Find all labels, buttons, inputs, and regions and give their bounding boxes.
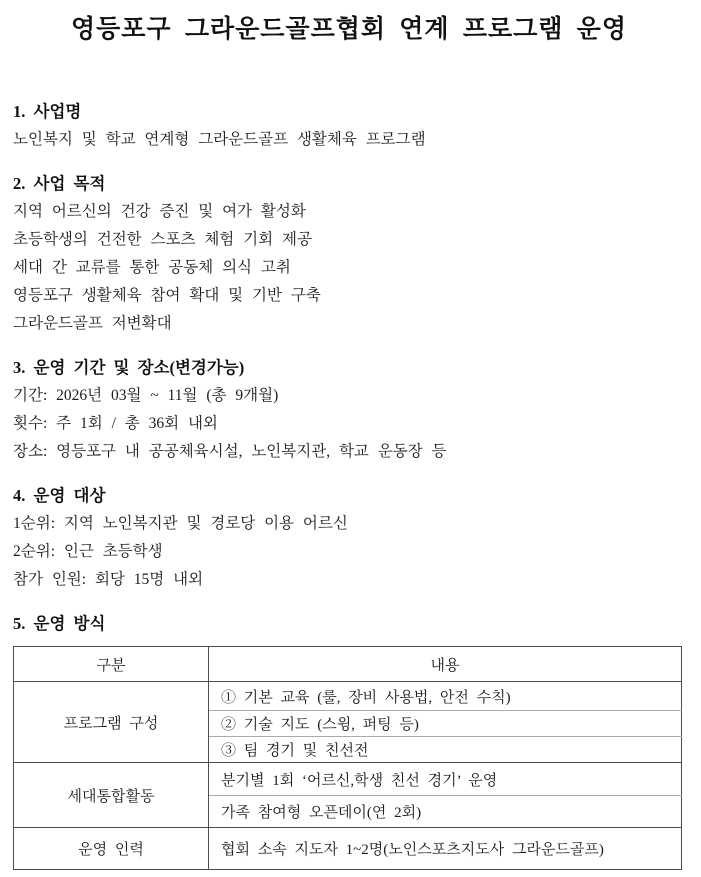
section-4-line-1: 1순위: 지역 노인복지관 및 경로당 이용 어르신 <box>13 515 348 532</box>
section-4-line-2: 2순위: 인근 초등학생 <box>13 543 163 560</box>
section-target <box>13 482 685 594</box>
section-operation-method <box>13 610 685 870</box>
section-2-line-1: 지역 어르신의 건강 증진 및 여가 활성화 <box>13 203 306 220</box>
table-row <box>14 828 682 870</box>
section-business-name <box>13 98 685 154</box>
table-header-content: 내용 <box>209 647 682 682</box>
section-2-line-3: 세대 간 교류를 통한 공동체 의식 고취 <box>13 259 291 276</box>
document-body <box>13 98 685 870</box>
table-header-category: 구분 <box>14 647 209 682</box>
table-cell-generation-integration: 세대통합활동 <box>14 763 209 828</box>
operation-method-table <box>13 646 682 870</box>
document-title: 영등포구 그라운드골프협회 연계 프로그램 운영 <box>70 16 627 43</box>
section-2-heading: 2. 사업 목적 <box>13 174 106 193</box>
section-period-location <box>13 354 685 466</box>
table-row <box>14 763 682 796</box>
section-3-heading: 3. 운영 기간 및 장소(변경가능) <box>13 358 245 377</box>
table-cell-operation-staff: 운영 인력 <box>14 828 209 870</box>
table-cell-team-match: ③ 팀 경기 및 친선전 <box>209 737 682 763</box>
table-cell-family-open-day: 가족 참여형 오픈데이(연 2회) <box>209 796 682 828</box>
section-4-heading: 4. 운영 대상 <box>13 486 106 505</box>
section-4-line-3: 참가 인원: 회당 15명 내외 <box>13 571 204 588</box>
section-3-line-1: 기간: 2026년 03월 ~ 11월 (총 9개월) <box>13 387 279 404</box>
section-5-heading: 5. 운영 방식 <box>13 614 106 633</box>
table-header-row <box>14 647 682 682</box>
table-cell-staff-detail: 협회 소속 지도자 1~2명(노인스포츠지도사 그라운드골프) <box>209 828 682 870</box>
section-1-heading: 1. 사업명 <box>13 102 82 121</box>
section-2-line-5: 그라운드골프 저변확대 <box>13 315 172 332</box>
table-cell-skill-coaching: ② 기술 지도 (스윙, 퍼팅 등) <box>209 711 682 737</box>
section-3-line-2: 횟수: 주 1회 / 총 36회 내외 <box>13 415 218 432</box>
table-cell-quarterly-match: 분기별 1회 ‘어르신,학생 친선 경기’ 운영 <box>209 763 682 796</box>
section-2-line-2: 초등학생의 건전한 스포츠 체험 기회 제공 <box>13 231 312 248</box>
table-row <box>14 682 682 711</box>
table-cell-basic-education: ① 기본 교육 (룰, 장비 사용법, 안전 수칙) <box>209 682 682 711</box>
section-1-line-1: 노인복지 및 학교 연계형 그라운드골프 생활체육 프로그램 <box>13 131 426 148</box>
section-2-line-4: 영등포구 생활체육 참여 확대 및 기반 구축 <box>13 287 321 304</box>
table-cell-program-composition: 프로그램 구성 <box>14 682 209 763</box>
section-3-line-3: 장소: 영등포구 내 공공체육시설, 노인복지관, 학교 운동장 등 <box>13 443 447 460</box>
section-business-purpose <box>13 170 685 338</box>
